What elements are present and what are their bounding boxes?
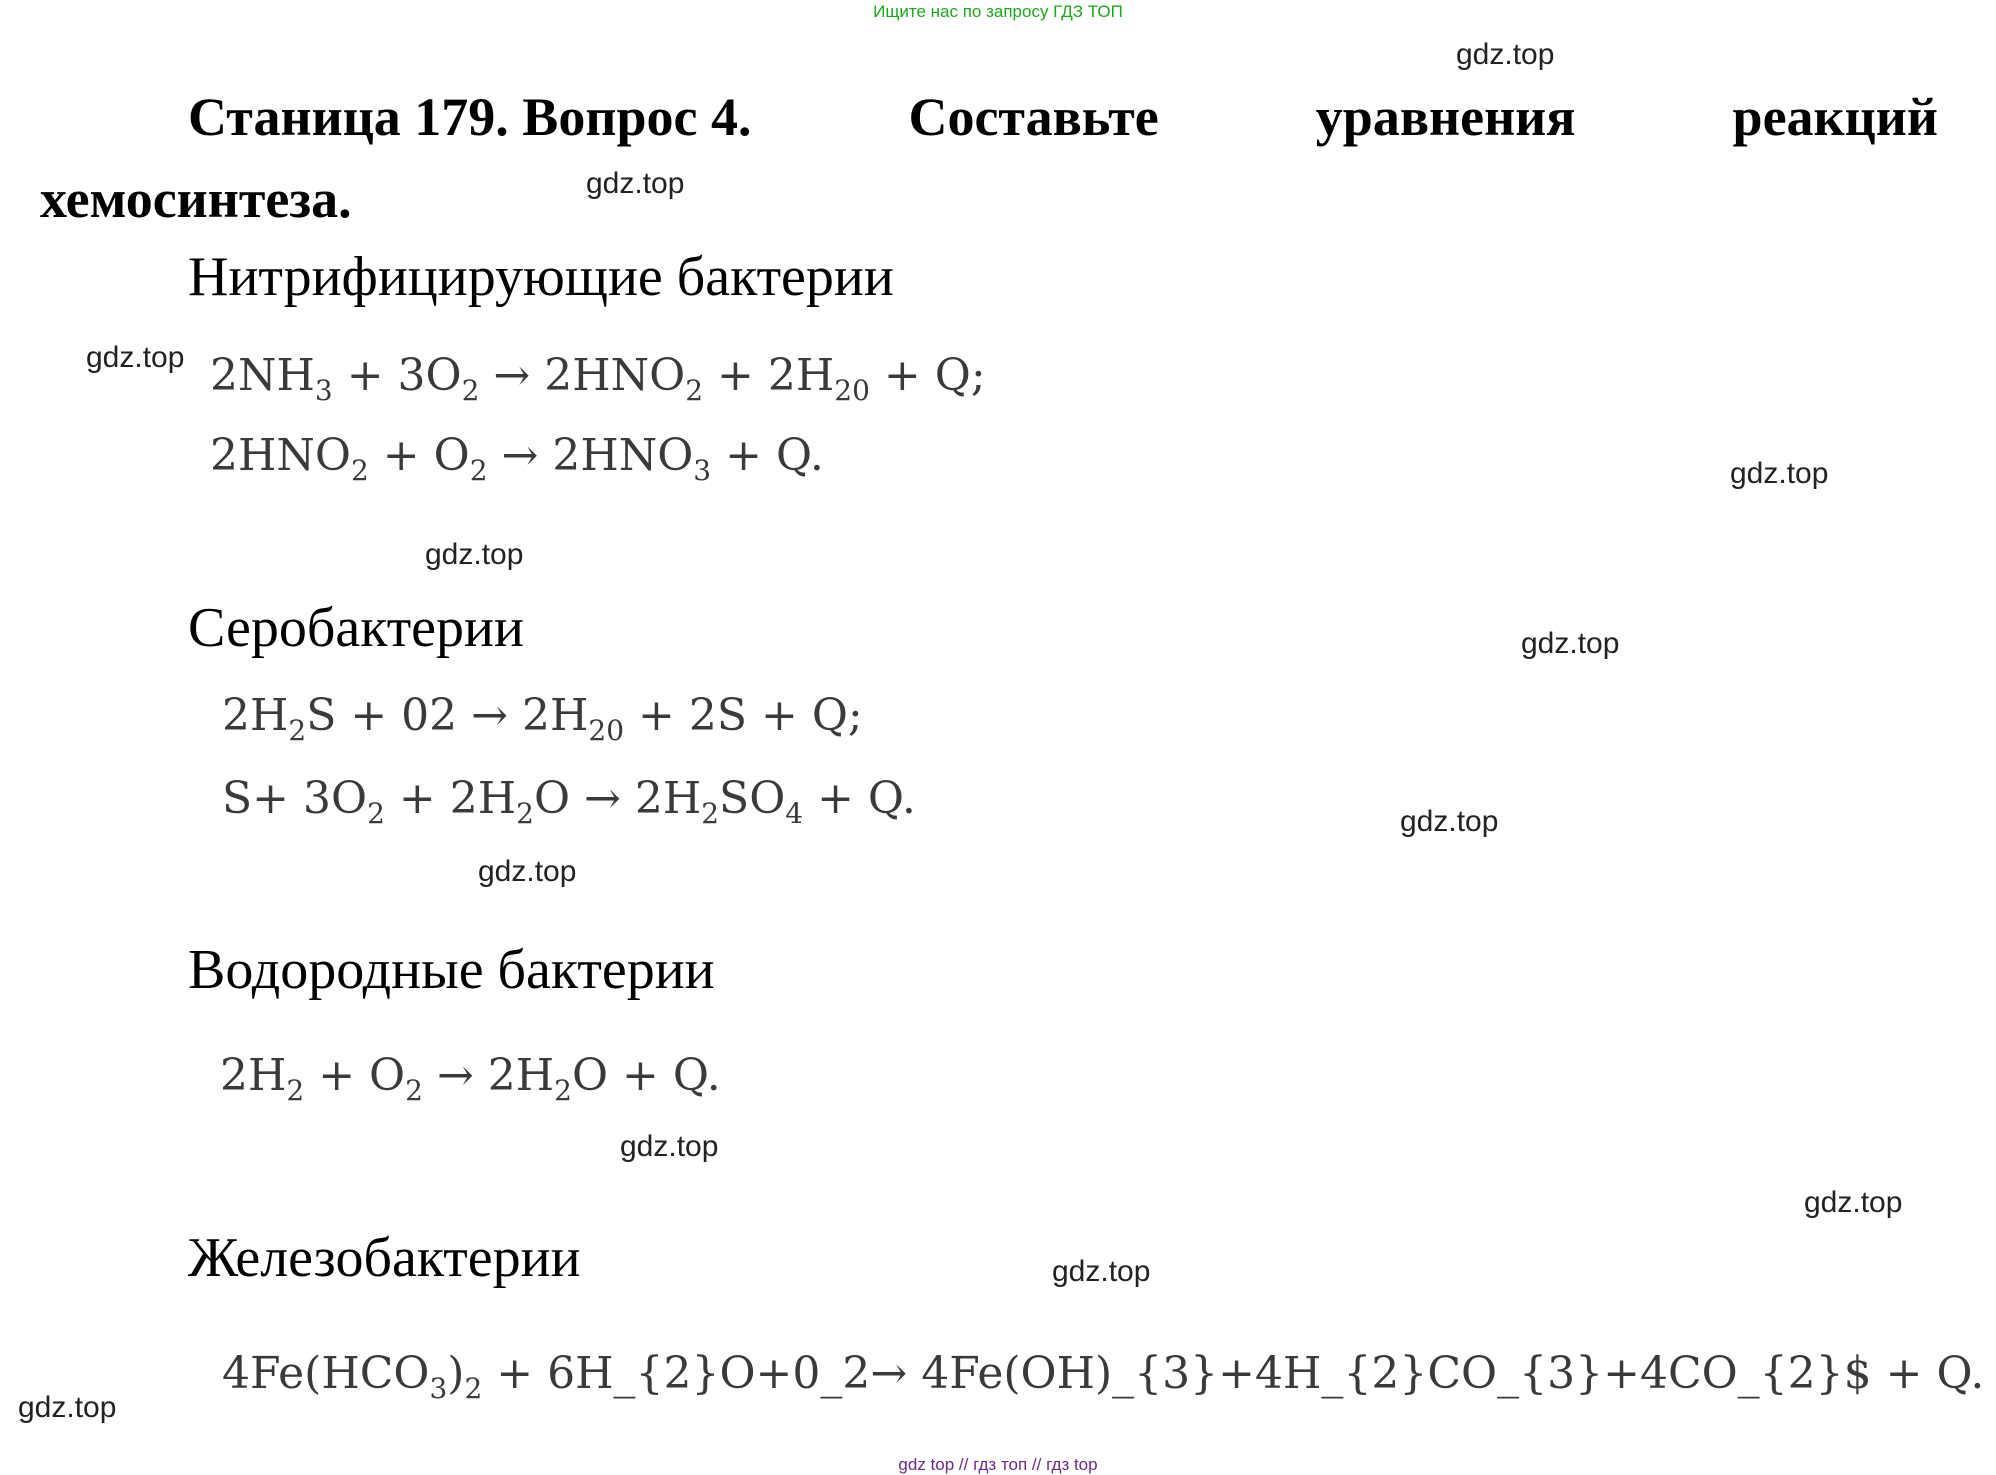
section-heading-nitrifying: Нитрифицирующие бактерии [188, 246, 894, 308]
watermark: gdz.top [478, 855, 577, 888]
watermark: gdz.top [1456, 38, 1555, 71]
watermark: gdz.top [18, 1391, 117, 1424]
watermark: gdz.top [425, 538, 524, 571]
page-title [188, 86, 1938, 148]
title-word: реакций [1732, 87, 1938, 147]
bottom-note: gdz top // гдз топ // гдз top [898, 1455, 1098, 1474]
page-title-continuation: хемосинтеза. [40, 169, 352, 229]
section-heading-iron: Железобактерии [188, 1227, 581, 1289]
equation: $2NH_3 + 3O_2 \to 2HNO_2 + 2H_{20} + Q$; [210, 350, 986, 407]
watermark: gdz.top [1804, 1186, 1903, 1219]
title-word: Станица 179. Вопрос 4. [188, 87, 752, 147]
watermark: gdz.top [620, 1130, 719, 1163]
watermark: gdz.top [86, 341, 185, 374]
equation: $S+ 3O_2 + 2H_2O \to 2H_2SO_4 + Q$. [222, 773, 916, 830]
watermark: gdz.top [1400, 805, 1499, 838]
equation: $4Fe(HCO_3)_2$ + 6H_{2}O+0_2→ 4Fe(OH)_{3}+4H_{2}CO_{3}+4CO_{2}$ + Q. [222, 1348, 1985, 1405]
section-heading-hydrogen: Водородные бактерии [188, 939, 715, 1001]
watermark: gdz.top [586, 167, 685, 200]
watermark: gdz.top [1521, 627, 1620, 660]
watermark: gdz.top [1052, 1255, 1151, 1288]
top-search-note: Ищите нас по запросу ГДЗ ТОП [873, 2, 1123, 21]
title-word: уравнения [1315, 87, 1576, 147]
equation: $2H_2S + 02 \to 2H_{20} + 2S + Q$; [222, 690, 863, 747]
equation: $2H_2 + O_2 \to 2H_2O + Q$. [220, 1050, 721, 1107]
section-heading-sulfur: Серобактерии [188, 597, 524, 659]
equation: $2HNO_2 + O_2 \to 2HNO_3 + Q$. [210, 430, 824, 487]
watermark: gdz.top [1730, 457, 1829, 490]
title-word: Составьте [908, 87, 1159, 147]
